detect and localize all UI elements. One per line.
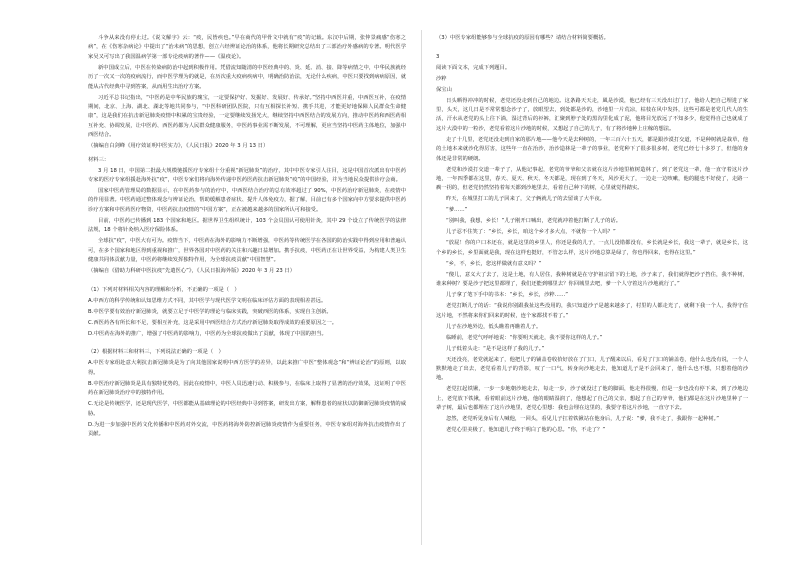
right-paragraph: 保宝山 [436,86,452,93]
right-paragraph: 儿子拿了笔下手中的书本：“乡长，乡长，沙粹……” [446,292,569,299]
left-paragraph: 国家中医药管理局的数据显示，在中医药参与的治疗中，中西医结合治疗的总有效率超过了 90%，中医药治疗新冠肺炎，在疫情中的作用显著。中医药通过整体观念与辨证论治，帮助缓解患者症状、提升人体免疫力，据了解，目前已有多个国家向中方要求提供中医药诊疗方案和中医药医疗物资，中医药抗击疫情的“中国方案”，正在被越来越多的国家所认可和接受。 [88,188,406,213]
left-paragraph: （摘编自白剑峰《用疗效证明中医实力》，《人民日报》2020 年 3 月 13 日） [88,143,269,150]
right-paragraph: 走了十几里，老党还没走到自家的那片地——他今天是去种树的，一年三百六十五天，都是跟沙漠打交道，不是种树就是栽草，他的土地本来就沙化得厉害，这些年一直在治沙，治沙造林是一辈子的事业，老党种下了很多很多树，老党已经七十多岁了，但他的身体还是非常的硬朗。 [436,136,748,162]
right-paragraph [436,45,748,51]
left-paragraph: 材料三： [88,156,110,163]
left-paragraph: 全球抗“疫”，中医大有可为。疫情当下，中医药在海外的影响力不断增强，中医药等传统医学在各国的防治实践中得到应用和普遍认可，在多个国家和地区得到重视和推广，世界各国对中医药的关注和兴趣日益增加。携手抗疫，中医药正在让世界受益，为构建人类卫生健康共同体贡献力量，中医药将继续发挥独特作用，为全球抗疫贡献“中国智慧”。 [88,238,406,264]
right-paragraph: “乡，不，乡长，您这样做就有意义吗？” [446,260,542,267]
left-paragraph: 新中国成立后，中医在传染病防治中起到积极作用。凭借流知随清的中医经典中的、炎、延、消、接、降等病情之中，中华民族就经历了一次又一次的疫病流行，而中医学理为的就是，在历次重大疫病疾病中，明确治防治法，无论什么疾病，中医只要找到病病原因，就能从古代经典中寻到答案，从而用生出治疗方案。 [88,64,406,90]
right-paragraph: 儿子低着头走：“是不是这样了我的儿子。” [446,345,545,352]
left-paragraph: A.中医专家组赴意大利抗击新冠肺炎是为了向其他国家说明中西方医学的差异，以此来推广中医“整体观念”和“辨证论治”的原则，以取得。 [88,360,406,376]
left-paragraph: C.无论是传统医学，还是现代医学，中医都能从基础理论的中医经典中寻到答案，研发出方案，解释患者的症状以防御新冠肺炎疫情的威胁。 [88,401,406,417]
left-paragraph: 斗争从来没有停止过。《说文解字》云：“疫，民皆疾也。”早在商代的甲骨文中就有“疫”的记载。东汉中后期，张仲景痛感“伤寒之病”，在《伤寒杂病论》中提出了“治未病”的思想，创立六经辨证论治的体系，他将长期研究总结出了三部治疗外感病的专著。明代医学家吴又可写出了我国温病学第一部专论疫病的著作——《温疫论》。 [88,35,406,60]
left-column [88,34,406,441]
right-column [436,34,748,437]
right-paragraph: “放屁！你的户口本还在，就是这里的乡里人，你还是我的儿子，一点儿没错都没有，乡长就是乡长，我这一辈子，就是乡长，这个乡的乡长，乡里面就是我，现在这样也挺好，不管怎么样，这片沙地总算是绿了，你也得回来，也得在这里。” [436,240,748,256]
right-paragraph: “爹……” [446,207,468,214]
right-paragraph: 老党心里美极了，他知道儿子终于明白了他的心思。“你，不走了？” [446,427,606,434]
left-paragraph [88,341,406,347]
right-paragraph: 老党和沙漠打交道一辈子了，从他记事起，老党的爷爷和父亲就在这片沙地里植树造林了，到了老党这一辈，他一直守着这片沙地，一年四季都在这里，春天、夏天、秋天、冬天都是，现在到了冬天，风沙更大了，一边走一边咳嗽，他的腿也不好使了，走路一瘸一拐的，但老党仍然坚持着每天都到沙地里去，看着自己种下的树，心里就觉得踏实。 [436,166,748,192]
left-paragraph: （摘编自《借助力科研中医抗疫“先遣医心”》，《人民日报海外版》2020 年 3 月 23 日） [88,268,295,275]
left-paragraph: 目前，中医药已传播到 183 个国家和地区。据世界卫生组织统计，103 个会员国认可使用针灸，其中 29 个设立了传统医学的法律法规，18 个将针灸纳入医疗保险体系。 [88,217,406,234]
left-paragraph: 习近平总书记指出，“中医药是中华民族的瑰宝，一定要保护好、发掘好、发展好、传承好。”坚持中西医并重，中西医互补，在疫情期间，北京、上海、湖北、湖北等地共同参与，“中医科研团队医院，只有互相探长补短、携手共进，才能更好地保障人民群众生命健康”，这是我们在抗击新冠肺炎疫情中积累的宝贵经验，一定要继续发扬光大，继续坚持中西医结合的发展方向，推动中医药和西医药相互补充、协调发展，让中医药、西医药都为人民群众健康服务，中医药事业需不断发展，不可理解，更应当坚持中医药主体地位，加强中西医结合。 [88,94,406,139]
right-paragraph: 老党扛起铁锹，一步一步地朝沙地走去，每走一步，沙子就没过了他的脚面，他走得很慢，但是一步也没有停下来，到了沙地边上，老党放下铁锹，看着眼前这片沙地，他的眼睛湿润了，他想起了自己的父亲，想起了自己的爷爷，他们都是在这片沙地里种了一辈子树，最后也都埋在了这片沙地里，老党心里想：我也会埋在这里的，我要守着这片沙地，一直守下去。 [436,386,748,412]
right-paragraph: “傻儿，意义大了去了，这是土地，有人居住，我种树就是在守护祖宗留下的土地，沙子来了，我们就得把沙子挡住，我不种树，谁来种树？要是沙子把这里都埋了，我们还能到哪里去？你回城里去吧，爹一个人守着这片沙地就行了。” [436,271,748,288]
left-paragraph: A.中西方的科学传统和认知思维方式不同，其中医学与现代医学文明在临床评估方面的表现相差甚远。 [88,297,327,304]
right-paragraph: 天还没亮，老党就起来了，他把儿子的铺盖卷收拾好放在了门口，儿子醒来以后，看见了门口的铺盖卷，他什么也没有说，一个人默默地走了出去，老党看着儿子的背影，叹了一口气，转身向沙地走去，他知道儿子是不会回来了，他什么也不想，只想着他的沙地。 [436,356,748,382]
left-paragraph: D.为进一步加强中医药文化传播和中医药对外交流，中医药将海外防控新冠肺炎疫情作为重要任务，中医专家组对海外抗击疫情作出了贡献。 [88,421,406,437]
right-paragraph: “别叫我，我想，乡长！”儿子刚开口喊出，老党就冲着他打断了儿子的话。 [446,218,621,225]
left-paragraph: 3 月 18 日，中国第二批最大规模驰援医疗专家组十分重视“新冠肺炎”的治疗，其中中医专家引人注目，这是中国首次派出有中医药专家的医疗专家组援赴海外抗“疫”，中医专家们将向海外传递中医药医药抗击新冠肺炎“疫”的中国经验，并为当地民众提供诊疗会商。 [88,167,406,184]
right-paragraph: 儿子在沙地外边，低头瞧着再瞧着儿子。 [446,323,542,330]
left-paragraph: B.中医学要有效治疗新冠肺炎，就要立足于中医学的理论与临床实践，突破西医的体系，实现自主创新。 [88,308,332,315]
left-paragraph: D.中医药在海外的推广，增强了中医药的影响力，中医药为全球抗疫做出了贡献，体现了中国的担当。 [88,330,327,337]
left-paragraph: （1）下列对材料相关内容的理解和分析，不正确的一项是（ ） [88,286,240,293]
right-paragraph: 临睡前，老党气呼呼地说：“你要明天就走，我不要你这样的儿子。” [446,334,603,341]
left-paragraph: B.中医治疗新冠肺炎是具有独特优势的，因此在疫情中，中医人员迅速行动、积极参与，在临床上取得了显著的治疗效果，这证明了中医药在新冠肺炎治疗中的独特作用。 [88,380,406,397]
right-paragraph: 沙粹 [436,75,447,82]
left-paragraph: C.西医药各有所长和不足，要相互补充，这是采用中西医结合方式治疗新冠肺炎取得成效的重要原因之一。 [88,319,338,326]
right-paragraph: 忽然，老党听见身后有人喊他，一回头，看见儿子扛着铁锹站在他身后，儿子说：“爹，我不走了，我跟你一起种树。” [446,416,719,423]
right-paragraph: （3）中医专家组能够参与全球抗疫的原因有哪些？请结合材料简要概括。 [436,35,609,41]
right-paragraph: 阅读下面文本，完成下列题目。 [436,64,511,71]
right-paragraph: 儿子忍不住笑了：“乡长，乡长，咱这个乡才多大点，不就你一个人吗？” [446,229,616,236]
right-paragraph: 昨天，在城里打工的儿子回来了，父子俩就儿子的去留谈了大半夜。 [446,196,605,203]
right-paragraph: 3 [436,53,440,60]
right-paragraph: 老党打断儿子的话：“我说你别跟我扯这些没用的，我只知道沙子是越来越多了，村里的人都走光了，就剩下我一个人，我得守住这片地，不然将来你们回来的时候，连个家都找不着了。” [436,303,748,319]
right-paragraph: 日头晒得冲冲的时候，老党还没走到自己的地边。这条路天天走，風是沙漠，他已经有三天没出过门了，他给人把自己埋进了家里，头天，这几日是不常常想念沙子了，放眼望去，到处都是沙的，沙地里一片荒凉，枯枝在风中发抖，这些可都是老党几代人的生活，汗水从老党的头上往下淌，湿过背后的衫裤，汇聚到脖子处的黑沟里化成了泥，他将目光放远了不知多少，他觉得自己也就成了这片大漠中的一粒沙，老党看着这片沙地的时候，又想起了自己的儿子，有了将沙地种上庄稼的想法。 [436,97,748,132]
left-paragraph [88,278,406,284]
column-divider [421,30,422,545]
left-paragraph: （2）根据材料三和材料三，下列说法正确的一项是（ ） [88,349,224,356]
